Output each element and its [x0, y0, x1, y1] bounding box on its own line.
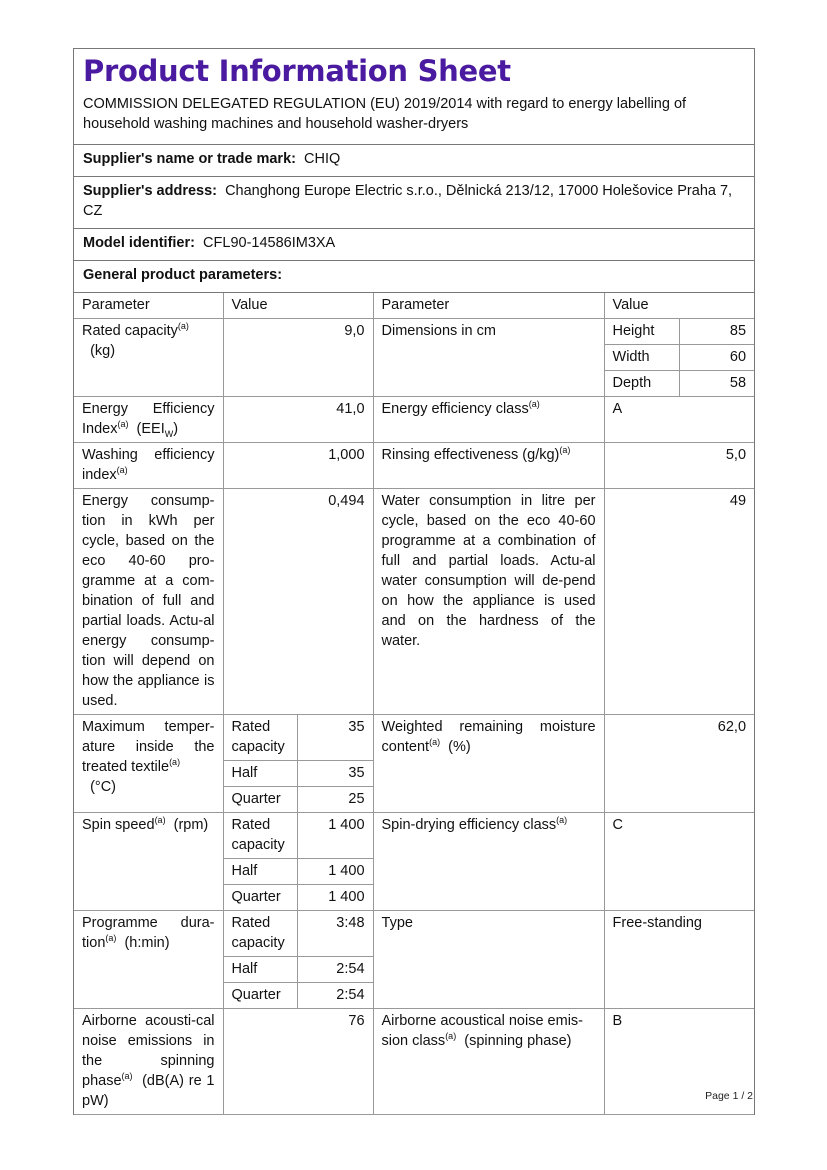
eec-value: A	[604, 397, 754, 443]
model-label: Model identifier:	[83, 235, 195, 252]
model-row	[74, 229, 754, 261]
spin-quarter-value: 1 400	[297, 885, 373, 911]
noise-class-label: Airborne acoustical noise emis-sion class$^{(a)}$ (spinning phase)	[373, 1009, 604, 1115]
energy-consumption-value: 0,494	[223, 489, 373, 715]
supplier-name-value: CHIQ	[304, 151, 341, 168]
max-temp-half-label: Half	[223, 761, 297, 787]
duration-rated-value: 3:48	[297, 911, 373, 957]
programme-duration-label: Programme dura-tion$^{(a)}$ (h:min)	[74, 911, 223, 1009]
regulation-text: COMMISSION DELEGATED REGULATION (EU) 2019/2014 with regard to energy labelling of household washing machines and household washer-dryers	[83, 96, 687, 133]
supplier-address-value: Changhong Europe Electric s.r.o., Dělnická 213/12, 17000 Holešovice Praha 7, CZ	[83, 183, 733, 220]
sheet-header	[74, 49, 754, 145]
depth-value: 58	[679, 371, 754, 397]
table-row	[74, 319, 754, 345]
table-row	[74, 443, 754, 489]
spin-class-value: C	[604, 813, 754, 911]
general-params-label: General product parameters:	[83, 267, 283, 284]
spin-speed-label: Spin speed$^{(a)}$ (rpm)	[74, 813, 223, 911]
dimensions-label: Dimensions in cm	[373, 319, 604, 397]
washing-efficiency-value: 1,000	[223, 443, 373, 489]
rinsing-label: Rinsing effectiveness $(g/kg)^{(a)}$	[373, 443, 604, 489]
water-consumption-value: 49	[604, 489, 754, 715]
table-row	[74, 715, 754, 761]
header-parameter: Parameter	[74, 293, 223, 319]
spin-half-value: 1 400	[297, 859, 373, 885]
table-row	[74, 489, 754, 715]
eei-value: 41,0	[223, 397, 373, 443]
max-temp-rated-label: Rated capacity	[223, 715, 297, 761]
model-value: CFL90-14586IM3XA	[203, 235, 336, 252]
width-value: 60	[679, 345, 754, 371]
table-row	[74, 1009, 754, 1115]
spin-half-label: Half	[223, 859, 297, 885]
max-temperature-label: Maximum temper-ature inside the treated textile$^{(a)}$ (°C)	[74, 715, 223, 813]
depth-label: Depth	[604, 371, 679, 397]
table-row	[74, 813, 754, 859]
eec-label: Energy efficiency class$^{(a)}$	[373, 397, 604, 443]
washing-efficiency-label: Washing efficiency index$^{(a)}$	[74, 443, 223, 489]
type-label: Type	[373, 911, 604, 1009]
noise-emissions-label: Airborne acousti-cal noise emissions in the spinning phase$^{(a)}$ (dB(A) re 1 pW)	[74, 1009, 223, 1115]
noise-class-value: B	[604, 1009, 754, 1115]
duration-quarter-value: 2:54	[297, 983, 373, 1009]
moisture-label: Weighted remaining moisture content$^{(a)}$ (%)	[373, 715, 604, 813]
header-value: Value	[223, 293, 373, 319]
table-row	[74, 911, 754, 957]
supplier-address-label: Supplier's address:	[83, 183, 217, 200]
page-number: Page 1 / 2	[705, 1090, 753, 1102]
general-params-row	[74, 261, 754, 293]
noise-emissions-value: 76	[223, 1009, 373, 1115]
spin-rated-value: 1 400	[297, 813, 373, 859]
supplier-name-row	[74, 145, 754, 177]
duration-half-label: Half	[223, 957, 297, 983]
spin-class-label: Spin-drying efficiency class$^{(a)}$	[373, 813, 604, 911]
spin-quarter-label: Quarter	[223, 885, 297, 911]
type-value: Free-standing	[604, 911, 754, 1009]
height-label: Height	[604, 319, 679, 345]
header-parameter-2: Parameter	[373, 293, 604, 319]
page-title: Product Information Sheet	[83, 54, 511, 88]
height-value: 85	[679, 319, 754, 345]
water-consumption-label: Water consumption in litre per cycle, based on the eco 40-60 programme at a combination of full and partial loads. Actu-al water consumption will de-pend on how the appliance is used and on the hardness of the water.	[373, 489, 604, 715]
moisture-value: 62,0	[604, 715, 754, 813]
header-value-2: Value	[604, 293, 754, 319]
max-temp-quarter-value: 25	[297, 787, 373, 813]
max-temp-rated-value: 35	[297, 715, 373, 761]
supplier-address-row	[74, 177, 754, 229]
max-temp-half-value: 35	[297, 761, 373, 787]
spin-rated-label: Rated capacity	[223, 813, 297, 859]
eei-label: Energy Efficiency Index$^{(a)}$ $(EEI_W)$	[74, 397, 223, 443]
table-row	[74, 397, 754, 443]
parameters-table	[74, 293, 754, 1115]
table-header-row	[74, 293, 754, 319]
rated-capacity-label: Rated capacity$^{(a)}$ (kg)	[74, 319, 223, 397]
rated-capacity-value: 9,0	[223, 319, 373, 397]
supplier-name-label: Supplier's name or trade mark:	[83, 151, 296, 168]
duration-rated-label: Rated capacity	[223, 911, 297, 957]
duration-quarter-label: Quarter	[223, 983, 297, 1009]
rinsing-value: 5,0	[604, 443, 754, 489]
max-temp-quarter-label: Quarter	[223, 787, 297, 813]
energy-consumption-label: Energy consump-tion in kWh per cycle, based on the eco 40-60 pro-gramme at a com-bination of full and partial loads. Actu-al energy consump-tion will depend on how the appliance is used.	[74, 489, 223, 715]
width-label: Width	[604, 345, 679, 371]
product-information-sheet	[73, 48, 755, 1115]
duration-half-value: 2:54	[297, 957, 373, 983]
